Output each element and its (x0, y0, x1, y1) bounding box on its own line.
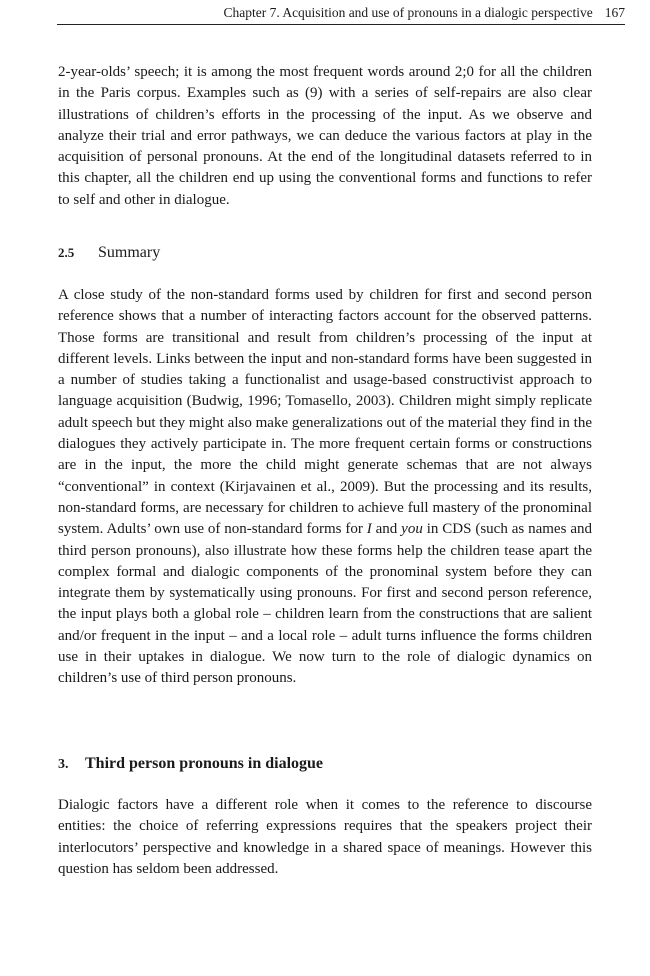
paragraph-dialogic-factors: Dialogic factors have a different role when it comes to the reference to discourse entities: the choice of referring expressions requires that the speakers project their interlocutors’ perspective and knowledge in a shared space of meanings. However this question has seldom been addressed. (58, 797, 592, 877)
summary-text-c: in CDS (such as names and third person pronouns), also illustrate how these forms help the children tease apart the complex formal and dialogic components of the pronominal system before they can integrate them by systematically using pronouns. For first and second person reference, the input plays both a global role – children learn from the constructions that are salient and/or frequent in the input – and a local role – adult turns influence the forms children use in their uptakes in dialogue. We now turn to the role of dialogic dynamics on children’s use of third person pronouns. (58, 521, 592, 687)
italic-term-i: I (366, 521, 372, 538)
page-number: 167 (604, 5, 625, 20)
section-number: 2.5 (58, 245, 75, 260)
paragraph-intro: 2-year-olds’ speech; it is among the most frequent words around 2;0 for all the children in the Paris corpus. Examples such as (9) with a series of self-repairs are also clear illustrations of children’s efforts in the processing of the input. As we observe and analyze their trial and error pathways, we can deduce the various factors at play in the acquisition of personal pronouns. At the end of the longitudinal datasets referred to in this chapter, all the children end up using the conventional forms and functions to refer to self and other in dialogue. (58, 64, 592, 208)
paragraph-summary (58, 285, 592, 690)
section-number: 3. (58, 757, 69, 772)
section-heading-summary (58, 242, 160, 264)
section-title: Summary (98, 244, 161, 261)
running-header (57, 2, 625, 25)
section-heading-third-person (58, 753, 323, 776)
running-title: Chapter 7. Acquisition and use of pronouns in a dialogic perspective (223, 5, 593, 20)
italic-term-you: you (401, 521, 423, 538)
summary-text-a: A close study of the non-standard forms used by children for first and second person reference shows that a number of interacting factors account for the observed patterns. Those forms are transitional and result from children’s processing of the input at different levels. Links between the input and non-standard forms have been suggested in a number of studies taking a functionalist and usage-based constructivist approach to language acquisition (Budwig, 1996; Tomasello, 2003). Children might simply replicate adult speech but they might also make generalizations out of the material they find in the dialogues they actively participate in. The more frequent certain forms or constructions are in the input, the more the child might generate schemas that are not always “conventional” in context (Kirjavainen et al., 2009). But the processing and its results, non-standard forms, are necessary for children to achieve full mastery of the pronominal system. Adults’ own use of non-standard forms for (58, 287, 592, 538)
section-title: Third person pronouns in dialogue (85, 755, 324, 772)
summary-text-b: and (371, 521, 402, 538)
